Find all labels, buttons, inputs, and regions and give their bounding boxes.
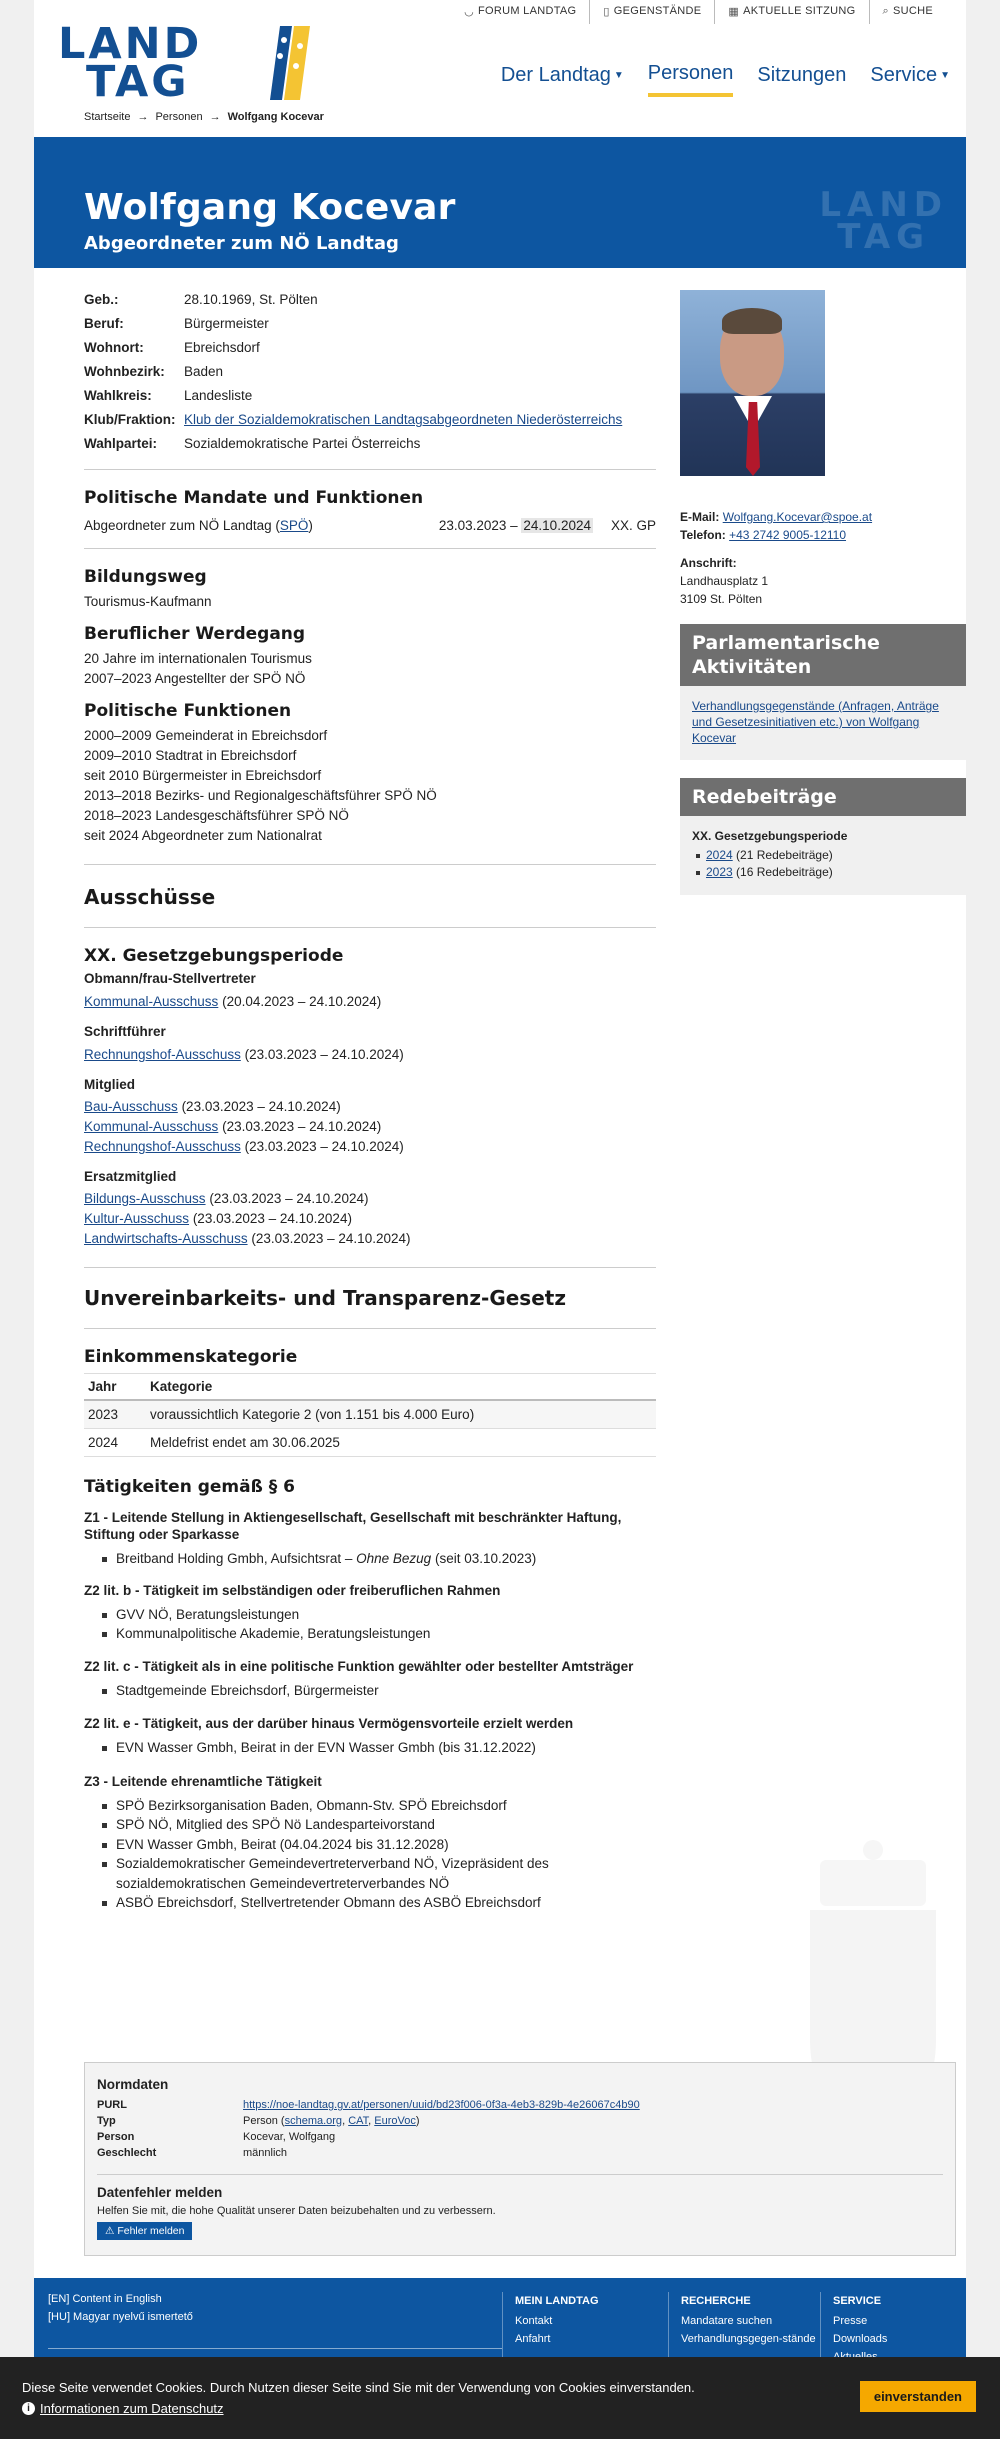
nav-service[interactable]: Service ▼ — [870, 64, 950, 86]
portrait-photo — [680, 290, 825, 476]
search-icon: ⌕ — [882, 5, 889, 17]
english-link[interactable]: [EN] Content in English — [48, 2293, 162, 2305]
footer-link[interactable]: Anfahrt — [515, 2333, 551, 2345]
footer-link[interactable]: Kontakt — [515, 2315, 553, 2327]
ausschuss-link[interactable]: Kommunal-Ausschuss — [84, 994, 219, 1009]
footer-link[interactable]: Mandatare suchen — [681, 2315, 773, 2327]
beruf-list: 20 Jahre im internationalen Tourismus 2007–2023 Angestellter der SPÖ NÖ — [84, 651, 312, 686]
normdaten-box: Normdaten PURL https://noe-landtag.gv.at/personen/uuid/bd23f006-0f3a-4eb3-829b-4e26067c4b90 Typ Person (schema.org, CAT, EuroVoc) Person Kocevar, Wolfgang Geschlecht männlich Datenfehler melden Helfen Sie mit, die hohe Qualität unserer Daten beizubehalten und zu verbessern. ⚠ Fehler melden — [84, 2062, 956, 2256]
list-item: SPÖ NÖ, Mitglied des SPÖ Nö Landesparteivorstand — [116, 1815, 656, 1835]
divider — [84, 1267, 656, 1268]
z2b-list — [84, 1605, 656, 1644]
z3-list — [84, 1796, 656, 1913]
utility-forum-link[interactable]: ◡ FORUM LANDTAG — [464, 5, 577, 18]
beruf-heading: Beruflicher Werdegang — [84, 624, 306, 644]
list-item: Kommunalpolitische Akademie, Beratungsleistungen — [116, 1624, 656, 1644]
list-item: EVN Wasser Gmbh, Beirat in der EVN Wasser Gmbh (bis 31.12.2022) — [116, 1738, 656, 1758]
einkommen-table: Jahr Kategorie 2023 voraussichtlich Kategorie 2 (von 1.151 bis 4.000 Euro) 2024 Meldefrist endet am 30.06.2025 — [84, 1373, 656, 1457]
person-facts: Geb.: 28.10.1969, St. Pölten Beruf: Bürgermeister Wohnort: Ebreichsdorf Wohnbezirk: Baden Wahlkreis: Landesliste Klub/Fraktion: Klub der Sozialdemokratischen Landtagsabgeordneten Niederösterreichs Wahlpartei: Sozialdemokratische Partei Österreichs — [84, 290, 656, 453]
mandate-heading: Politische Mandate und Funktionen — [84, 488, 424, 508]
breadcrumb-personen[interactable]: Personen — [155, 111, 203, 123]
hungarian-link[interactable]: [HU] Magyar nyelvű ismertető — [48, 2311, 193, 2323]
ausschuesse-period: XX. Gesetzgebungsperiode — [84, 946, 344, 966]
ausschuss-link[interactable]: Landwirtschafts-Ausschuss — [84, 1231, 248, 1246]
verhandlungsgegenstaende-link[interactable]: Verhandlungsgegenstände (Anfragen, Anträge und Gesetzesinitiativen etc.) von Wolfgang Kocevar — [692, 699, 939, 745]
divider — [84, 1328, 656, 1329]
person-banner — [34, 137, 966, 268]
transparenz-heading: Unvereinbarkeits- und Transparenz-Gesetz — [84, 1286, 566, 1310]
caret-down-icon: ▼ — [940, 70, 950, 81]
footer-col-mein-landtag: MEIN LANDTAG Kontakt Anfahrt — [502, 2292, 668, 2432]
nav-personen[interactable]: Personen — [648, 62, 734, 97]
footer-col-service: SERVICE Presse Downloads — [820, 2292, 966, 2432]
parlamentarische-aktivitaeten-box: Parlamentarische Aktivitäten Verhandlungsgegenstände (Anfragen, Anträge und Gesetzesinitiativen etc.) von Wolfgang Kocevar — [680, 624, 966, 760]
arrow-right-icon: → — [137, 111, 149, 123]
datenschutz-link[interactable]: Informationen zum Datenschutz — [40, 2401, 224, 2416]
sidebar — [680, 290, 966, 895]
schema-org-link[interactable]: schema.org — [284, 2115, 343, 2127]
redebeitraege-box: Redebeiträge XX. Gesetzgebungsperiode 2024 (21 Redebeiträge) 2023 (16 Redebeiträge) — [680, 778, 966, 895]
list-item: SPÖ Bezirksorganisation Baden, Obmann-Stv. SPÖ Ebreichsdorf — [116, 1796, 656, 1816]
bildung-heading: Bildungsweg — [84, 567, 207, 587]
person-role: Abgeordneter zum NÖ Landtag — [84, 233, 399, 254]
document-icon: ▯ — [603, 6, 610, 18]
utility-nav — [451, 0, 946, 24]
ausschuss-link[interactable]: Kultur-Ausschuss — [84, 1211, 190, 1226]
calendar-icon: ▦ — [728, 6, 740, 18]
bildung-list: Tourismus-Kaufmann — [84, 594, 212, 609]
eurovoc-link[interactable]: EuroVoc — [374, 2115, 416, 2127]
purl-link[interactable]: https://noe-landtag.gv.at/personen/uuid/bd23f006-0f3a-4eb3-829b-4e26067c4b90 — [243, 2099, 640, 2111]
divider — [84, 548, 656, 549]
ausschuss-link[interactable]: Kommunal-Ausschuss — [84, 1119, 219, 1134]
utility-search-link[interactable]: ⌕ SUCHE — [869, 0, 946, 24]
nav-sitzungen[interactable]: Sitzungen — [757, 64, 847, 86]
list-item: EVN Wasser Gmbh, Beirat (04.04.2024 bis 31.12.2028) — [116, 1835, 656, 1855]
divider — [84, 469, 656, 470]
ausschuss-link[interactable]: Rechnungshof-Ausschuss — [84, 1139, 241, 1154]
list-item: 2023 (16 Redebeiträge) — [706, 864, 954, 881]
arrow-right-icon: → — [209, 111, 221, 123]
footer-col-recherche: RECHERCHE Mandatare suchen Verhandlungsgegen-stände — [668, 2292, 820, 2432]
landtag-logo[interactable]: LAND TAG — [58, 24, 310, 104]
footer-link[interactable]: Downloads — [833, 2333, 888, 2345]
table-row: 2024 Meldefrist endet am 30.06.2025 — [84, 1429, 656, 1457]
phone-link[interactable]: +43 2742 9005-12110 — [729, 528, 847, 542]
utility-sitzung-link[interactable]: ▦ AKTUELLE SITZUNG — [714, 0, 868, 24]
main-content: Geb.: 28.10.1969, St. Pölten Beruf: Bürgermeister Wohnort: Ebreichsdorf Wohnbezirk: Baden Wahlkreis: Landesliste Klub/Fraktion: Klub der Sozialdemokratischen Landtagsabgeordneten Niederösterreichs Wahlpartei: Sozialdemokratische Partei Österreichs Politische Mandate und Funktionen Abgeordneter zum NÖ Landtag (SPÖ) 23.03.2023 – 24.10.2024 XX. GP Bildungsweg Tourismus-Kaufmann Beruflicher Werdegang 20 Jahre im internationalen Tourismus 2007–2023 Angestellter der SPÖ NÖ Politische Funktionen 2000–2009 Gemeinderat in Ebreichsdorf 2009–2010 Stadtrat in Ebreichsdorf seit 2010 Bürgermeister in Ebreichsdorf 2013–2018 Bezirks- und Regionalgeschäftsführer SPÖ NÖ 2018–2023 Landesgeschäftsführer SPÖ NÖ seit 2024 Abgeordneter zum Nationalrat Ausschüsse XX. Gesetzgebungsperiode Obmann/frau-Stellvertreter Kommunal-Ausschuss (20.04.2023 – 24.10.2024) Schriftführer Rechnungshof-Ausschuss (23.03.2023 – 24.10.2024) Mitglied Bau-Ausschuss (23.03.2023 – 24.10.2024) Kommunal-Ausschuss (23.03.2023 – 24.10.2024) Rechnungshof-Ausschuss (23.03.2023 – 24.10.2024) Ersatzmitglied Bildungs-Ausschuss (23.03.2023 – 24.10.2024) Kultur-Ausschuss (23.03.2023 – 24.10.2024) Landwirtschafts-Ausschuss (23.03.2023 – 24.10.2024) Unvereinbarkeits- und Transparenz-Gesetz Einkommenskategorie Jahr Kategorie 2023 voraussichtlich Kategorie 2 (von 1.151 bis 4.000 Euro) 2024 Meldefrist endet am 30.06.2025 Tätigkeiten gemäß § 6 Z1 - Leitende Stellung in Aktiengesellschaft, Gesellschaft mit beschränkter Haftung, Stiftung oder Sparkasse Breitband Holding Gmbh, Aufsichtsrat – Ohne Bezug (seit 03.10.2023) Z2 lit. b - Tätigkeit im selbständigen oder freiberuflichen Rahmen GVV NÖ, Beratungsleistungen Kommunalpolitische Akademie, Beratungsleistungen Z2 lit. c - Tätigkeit als in eine politische Funktion gewählter oder bestellter Amtsträger Stadtgemeinde Ebreichsdorf, Bürgermeister Z2 lit. e - Tätigkeit, aus der darüber hinaus Vermögensvorteile erzielt werden EVN Wasser Gmbh, Beirat in der EVN Wasser Gmbh (bis 31.12.2022) Z3 - Leitende ehrenamtliche Tätigkeit SPÖ Bezirksorganisation Baden, Obmann-Stv. SPÖ Ebreichsdorf SPÖ NÖ, Mitglied des SPÖ Nö Landesparteivorstand EVN Wasser Gmbh, Beirat (04.04.2024 bis 31.12.2028) Sozialdemokratischer Gemeindevertreterverband NÖ, Vizepräsident des sozialdemokratischen Gemeindevertreterverbandes NÖ ASBÖ Ebreichsdorf, Stellvertretender Obmann des ASBÖ Ebreichsdorf — [84, 290, 656, 1913]
breadcrumb — [84, 111, 324, 123]
forum-icon: ◡ — [464, 6, 474, 18]
banner-watermark-logo: LAND TAG — [819, 185, 948, 257]
rede-year-link[interactable]: 2023 — [706, 865, 733, 879]
caret-down-icon: ▼ — [613, 70, 624, 81]
ausschuss-link[interactable]: Bildungs-Ausschuss — [84, 1191, 206, 1206]
politik-heading: Politische Funktionen — [84, 701, 292, 721]
divider — [84, 927, 656, 928]
party-link[interactable]: SPÖ — [279, 518, 309, 533]
list-item: Stadtgemeinde Ebreichsdorf, Bürgermeister — [116, 1681, 656, 1701]
logo-flag-icon — [270, 26, 310, 100]
klub-link[interactable]: Klub der Sozialdemokratischen Landtagsabgeordneten Niederösterreichs — [184, 412, 623, 427]
utility-gegenstaende-link[interactable]: ▯ GEGENSTÄNDE — [589, 0, 714, 24]
table-row: 2023 voraussichtlich Kategorie 2 (von 1.151 bis 4.000 Euro) — [84, 1400, 656, 1429]
person-name: Wolfgang Kocevar — [84, 187, 456, 228]
contact-block: E-Mail: Wolfgang.Kocevar@spoe.at Telefon: +43 2742 9005-12110 Anschrift: Landhausplatz 1 3109 St. Pölten — [680, 510, 873, 606]
fehler-melden-button[interactable]: ⚠ Fehler melden — [97, 2222, 192, 2240]
z2c-list — [84, 1681, 656, 1701]
breadcrumb-home[interactable]: Startseite — [84, 111, 131, 123]
ausschuss-link[interactable]: Rechnungshof-Ausschuss — [84, 1047, 241, 1062]
cookie-accept-button[interactable]: einverstanden — [860, 2381, 976, 2412]
breadcrumb-current: Wolfgang Kocevar — [227, 111, 324, 123]
list-item: ASBÖ Ebreichsdorf, Stellvertretender Obmann des ASBÖ Ebreichsdorf — [116, 1893, 656, 1913]
list-item: 2024 (21 Redebeiträge) — [706, 847, 954, 864]
page — [34, 0, 966, 2439]
info-icon: i — [22, 2402, 35, 2415]
taetigkeiten-heading: Tätigkeiten gemäß § 6 — [84, 1477, 295, 1497]
z1-list — [84, 1549, 656, 1569]
footer-link[interactable]: Presse — [833, 2315, 868, 2327]
footer-link[interactable]: Verhandlungsgegen-stände — [681, 2333, 816, 2345]
rede-year-link[interactable]: 2024 — [706, 848, 733, 862]
cat-link[interactable]: CAT — [348, 2115, 369, 2127]
z2e-list — [84, 1738, 656, 1758]
ausschuesse-heading: Ausschüsse — [84, 885, 216, 909]
einkommen-heading: Einkommenskategorie — [84, 1347, 298, 1367]
ausschuss-link[interactable]: Bau-Ausschuss — [84, 1099, 178, 1114]
list-item: Breitband Holding Gmbh, Aufsichtsrat – Ohne Bezug (seit 03.10.2023) — [116, 1549, 656, 1569]
cookie-banner: Diese Seite verwendet Cookies. Durch Nutzen dieser Seite sind Sie mit der Verwendung von Cookies einverstanden. i Informationen zum Datenschutz einverstanden — [0, 2357, 1000, 2439]
mandate-row: Abgeordneter zum NÖ Landtag (SPÖ) 23.03.2023 – 24.10.2024 XX. GP — [84, 518, 656, 533]
main-nav — [501, 62, 950, 97]
nav-der-landtag[interactable]: Der Landtag ▼ — [500, 64, 624, 86]
list-item: Sozialdemokratischer Gemeindevertreterverband NÖ, Vizepräsident des sozialdemokratischen Gemeindevertreterverbandes NÖ — [116, 1854, 656, 1893]
politik-list: 2000–2009 Gemeinderat in Ebreichsdorf 2009–2010 Stadtrat in Ebreichsdorf seit 2010 Bürgermeister in Ebreichsdorf 2013–2018 Bezirks- und Regionalgeschäftsführer SPÖ NÖ 2018–2023 Landesgeschäftsführer SPÖ NÖ seit 2024 Abgeordneter zum Nationalrat — [84, 728, 437, 843]
warning-icon: ⚠ — [105, 2225, 115, 2237]
list-item: GVV NÖ, Beratungsleistungen — [116, 1605, 656, 1625]
divider — [84, 864, 656, 865]
email-link[interactable]: Wolfgang.Kocevar@spoe.at — [722, 510, 873, 524]
